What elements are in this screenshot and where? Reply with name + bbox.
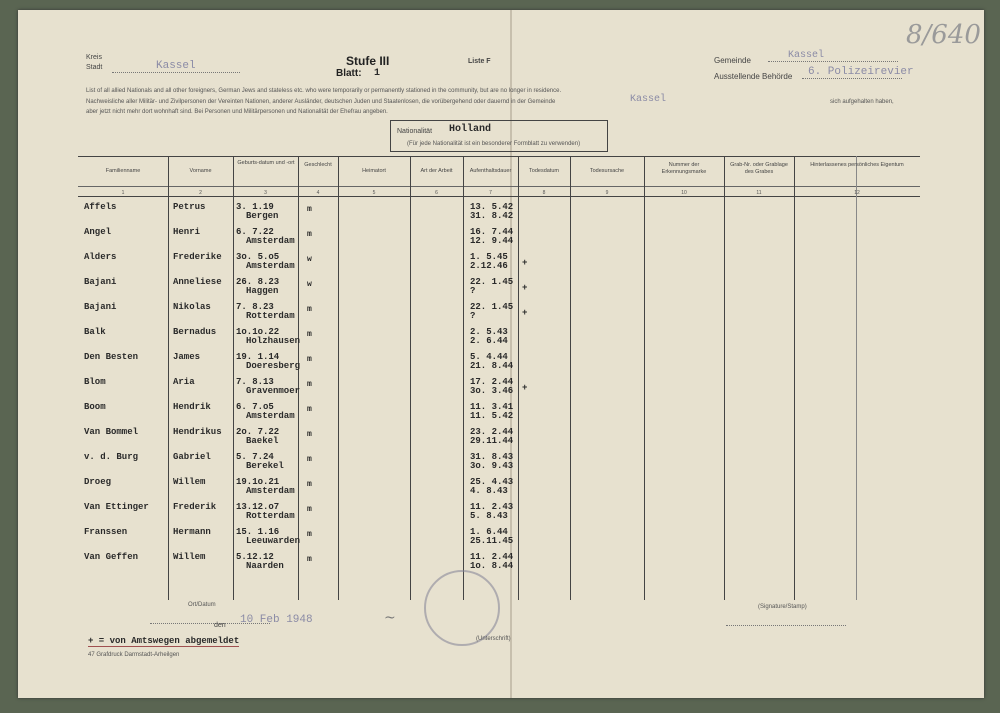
signature-stamp-label: (Signature/Stamp) — [758, 604, 807, 610]
row-firstname: Anneliese — [173, 277, 222, 287]
row-firstname: Nikolas — [173, 302, 211, 312]
row-firstname: Hendrikus — [173, 427, 222, 437]
row-sex: m — [307, 555, 312, 564]
intro-line-2-end: sich aufgehalten haben, — [830, 99, 894, 105]
row-firstname: Aria — [173, 377, 195, 387]
row-surname: Van Bommel — [84, 427, 139, 437]
row-birth-date: 15. 1.16 — [236, 527, 280, 537]
row-surname: Bajani — [84, 302, 117, 312]
col-header-work: Art der Arbeit — [420, 168, 453, 174]
row-firstname: Hermann — [173, 527, 211, 537]
col-num: 10 — [681, 190, 687, 196]
row-deregistered-mark: + — [522, 283, 528, 293]
row-firstname: Gabriel — [173, 452, 211, 462]
row-birth-place: Rotterdam — [246, 511, 295, 521]
row-stay-from: 17. 2.44 — [470, 377, 514, 387]
col-divider — [724, 156, 725, 600]
col-divider — [168, 156, 169, 600]
signature-label: (Unterschrift) — [476, 636, 511, 642]
row-stay-to: 5. 8.43 — [470, 511, 508, 521]
printer-imprint: 47 Grafdruck Darmstadt-Arheilgen — [88, 652, 180, 658]
stadt-label: Stadt — [86, 64, 103, 71]
row-sex: m — [307, 380, 312, 389]
col-num: 12 — [854, 190, 860, 196]
row-surname: Van Geffen — [84, 552, 139, 562]
row-sex: m — [307, 230, 312, 239]
col-divider — [410, 156, 411, 600]
row-birth-place: Rotterdam — [246, 311, 295, 321]
fold-line — [510, 10, 512, 698]
row-birth-date: 7. 8.13 — [236, 377, 274, 387]
row-birth-place: Holzhausen — [246, 336, 301, 346]
gemeinde-label: Gemeinde — [714, 56, 751, 65]
col-divider — [463, 156, 464, 600]
behoerde-label: Ausstellende Behörde — [714, 72, 793, 81]
row-birth-date: 3o. 5.o5 — [236, 252, 280, 262]
row-birth-date: 19.1o.21 — [236, 477, 280, 487]
row-surname: Alders — [84, 252, 117, 262]
intro-gemeinde-value: Kassel — [630, 94, 667, 105]
row-stay-from: 22. 1.45 — [470, 302, 514, 312]
row-surname: Den Besten — [84, 352, 139, 362]
col-divider — [644, 156, 645, 600]
row-deregistered-mark: + — [522, 258, 528, 268]
col-num: 8 — [542, 190, 546, 196]
ort-label: Ort/Datum — [188, 602, 216, 608]
row-birth-place: Bergen — [246, 211, 279, 221]
row-stay-to: 29.11.44 — [470, 436, 514, 446]
row-sex: m — [307, 505, 312, 514]
row-stay-from: 5. 4.44 — [470, 352, 508, 362]
col-num: 4 — [316, 190, 320, 196]
col-num: 5 — [372, 190, 376, 196]
row-birth-place: Amsterdam — [246, 236, 295, 246]
row-sex: m — [307, 405, 312, 414]
row-stay-from: 31. 8.43 — [470, 452, 514, 462]
legend-text: + = von Amtswegen abgemeldet — [88, 636, 240, 646]
row-birth-place: Gravenmoer — [246, 386, 301, 396]
row-deregistered-mark: + — [522, 308, 528, 318]
nationality-value: Holland — [449, 124, 492, 135]
row-birth-place: Berekel — [246, 461, 284, 471]
row-birth-date: 6. 7.22 — [236, 227, 274, 237]
row-birth-date: 7. 8.23 — [236, 302, 274, 312]
blatt-label: Blatt: — [336, 68, 362, 79]
col-header-surname: Familienname — [105, 168, 141, 174]
nationality-label: Nationalität — [397, 128, 433, 135]
row-stay-to: 21. 8.44 — [470, 361, 514, 371]
row-birth-place: Naarden — [246, 561, 284, 571]
row-stay-to: ? — [470, 286, 476, 296]
row-birth-date: 2o. 7.22 — [236, 427, 280, 437]
row-stay-from: 22. 1.45 — [470, 277, 514, 287]
col-header-property: Hinterlassenes persönliches Eigentum — [810, 162, 904, 168]
row-sex: w — [307, 280, 312, 289]
row-sex: m — [307, 530, 312, 539]
col-header-death-date: Todesdatum — [529, 168, 559, 174]
row-sex: m — [307, 305, 312, 314]
row-stay-to: 3o. 9.43 — [470, 461, 514, 471]
col-divider — [794, 156, 795, 600]
row-stay-from: 16. 7.44 — [470, 227, 514, 237]
row-stay-to: 1o. 8.44 — [470, 561, 514, 571]
row-stay-from: 1. 6.44 — [470, 527, 508, 537]
row-stay-to: 31. 8.42 — [470, 211, 514, 221]
row-surname: Droeg — [84, 477, 112, 487]
row-surname: v. d. Burg — [84, 452, 139, 462]
row-stay-to: 2. 6.44 — [470, 336, 508, 346]
den-label: den — [214, 622, 226, 629]
row-surname: Balk — [84, 327, 106, 337]
blatt-value: 1 — [374, 68, 381, 79]
row-birth-place: Baekel — [246, 436, 279, 446]
col-num: 9 — [605, 190, 609, 196]
row-firstname: Henri — [173, 227, 201, 237]
row-stay-to: 25.11.45 — [470, 536, 514, 546]
handwritten-signature: ~ — [384, 610, 396, 626]
corner-note: 8/640 — [906, 20, 981, 50]
row-birth-date: 5. 7.24 — [236, 452, 274, 462]
row-sex: w — [307, 255, 312, 264]
row-stay-to: ? — [470, 311, 476, 321]
col-header-hometown: Heimatort — [362, 168, 386, 174]
intro-line-2: Nachweisliche aller Militär- und Zivilpersonen der Vereinten Nationen, anderer Ausländer, deutschen Juden und Staatenlosen, die vorübergehend oder dauernd in der Gemeinde — [86, 99, 556, 105]
row-firstname: Frederik — [173, 502, 217, 512]
row-firstname: Frederike — [173, 252, 222, 262]
row-stay-from: 25. 4.43 — [470, 477, 514, 487]
row-birth-date: 13.12.o7 — [236, 502, 280, 512]
row-birth-date: 3. 1.19 — [236, 202, 274, 212]
row-birth-place: Doeresberg — [246, 361, 301, 371]
behoerde-value: 6. Polizeirevier — [802, 66, 902, 79]
gemeinde-value: Kassel — [768, 50, 898, 62]
row-stay-from: 11. 3.41 — [470, 402, 514, 412]
row-birth-place: Leeuwarden — [246, 536, 301, 546]
signature-line — [726, 624, 846, 626]
intro-line-1: List of all allied Nationals and all other foreigners, German Jews and stateless etc. who were temporarily or permanently stationed in the community, but are no longer in residence. — [86, 88, 562, 94]
official-seal-stamp — [424, 570, 500, 646]
row-stay-from: 23. 2.44 — [470, 427, 514, 437]
col-divider — [570, 156, 571, 600]
row-birth-date: 19. 1.14 — [236, 352, 280, 362]
row-birth-date: 5.12.12 — [236, 552, 274, 562]
col-num: 1 — [121, 190, 125, 196]
row-sex: m — [307, 330, 312, 339]
col-num: 3 — [264, 190, 267, 196]
nationality-note: (Für jede Nationalität ist ein besonderer Formblatt zu verwenden) — [407, 141, 581, 147]
col-header-firstname: Vorname — [189, 168, 212, 174]
row-surname: Boom — [84, 402, 106, 412]
col-num: 2 — [199, 190, 202, 196]
row-birth-place: Haggen — [246, 286, 279, 296]
row-firstname: Willem — [173, 552, 206, 562]
date-stamp: 10 Feb 1948 — [240, 614, 313, 626]
col-divider — [856, 156, 857, 600]
row-surname: Angel — [84, 227, 112, 237]
row-birth-place: Amsterdam — [246, 486, 295, 496]
row-surname: Blom — [84, 377, 106, 387]
col-divider — [338, 156, 339, 600]
document-page — [18, 10, 984, 698]
row-firstname: James — [173, 352, 201, 362]
col-divider — [518, 156, 519, 600]
col-header-sex: Geschlecht — [304, 162, 332, 168]
row-birth-date: 26. 8.23 — [236, 277, 280, 287]
col-header-stay: Aufenthaltsdauer — [469, 168, 512, 174]
row-birth-date: 1o.1o.22 — [236, 327, 280, 337]
row-stay-from: 11. 2.43 — [470, 502, 514, 512]
row-stay-from: 2. 5.43 — [470, 327, 508, 337]
row-sex: m — [307, 355, 312, 364]
row-birth-date: 6. 7.o5 — [236, 402, 274, 412]
kreis-label: Kreis — [86, 54, 102, 61]
col-divider — [233, 156, 234, 600]
row-stay-to: 4. 8.43 — [470, 486, 508, 496]
row-firstname: Hendrik — [173, 402, 211, 412]
stufe-title: Stufe III — [346, 54, 390, 68]
row-surname: Affels — [84, 202, 117, 212]
row-stay-from: 11. 2.44 — [470, 552, 514, 562]
row-firstname: Willem — [173, 477, 206, 487]
col-header-birth: Geburts-datum und -ort — [237, 160, 295, 166]
col-num: 11 — [756, 190, 762, 196]
col-header-death-cause: Todesursache — [589, 168, 625, 174]
row-stay-to: 11. 5.42 — [470, 411, 514, 421]
row-sex: m — [307, 455, 312, 464]
liste-label: Liste F — [468, 58, 491, 65]
col-header-grave: Grab-Nr. oder Grablage des Grabes — [730, 162, 788, 175]
row-firstname: Bernadus — [173, 327, 217, 337]
row-stay-to: 12. 9.44 — [470, 236, 514, 246]
col-num: 6 — [435, 190, 438, 196]
col-header-tag: Nummer der Erkennungsmarke — [661, 162, 707, 175]
nationality-box — [390, 120, 608, 152]
kreis-value: Kassel — [112, 60, 240, 73]
row-birth-place: Amsterdam — [246, 411, 295, 421]
row-firstname: Petrus — [173, 202, 206, 212]
row-stay-from: 13. 5.42 — [470, 202, 514, 212]
col-num: 7 — [489, 190, 492, 196]
col-divider — [298, 156, 299, 600]
row-stay-to: 3o. 3.46 — [470, 386, 514, 396]
row-sex: m — [307, 430, 312, 439]
row-stay-to: 2.12.46 — [470, 261, 508, 271]
row-surname: Franssen — [84, 527, 128, 537]
row-surname: Van Ettinger — [84, 502, 149, 512]
row-surname: Bajani — [84, 277, 117, 287]
row-deregistered-mark: + — [522, 383, 528, 393]
row-birth-place: Amsterdam — [246, 261, 295, 271]
row-sex: m — [307, 205, 312, 214]
row-stay-from: 1. 5.45 — [470, 252, 508, 262]
row-sex: m — [307, 480, 312, 489]
intro-line-3: aber jetzt nicht mehr dort wohnhaft sind. Bei Personen und Militärpersonen und Nationalität der Ehefrau angeben. — [86, 109, 388, 115]
